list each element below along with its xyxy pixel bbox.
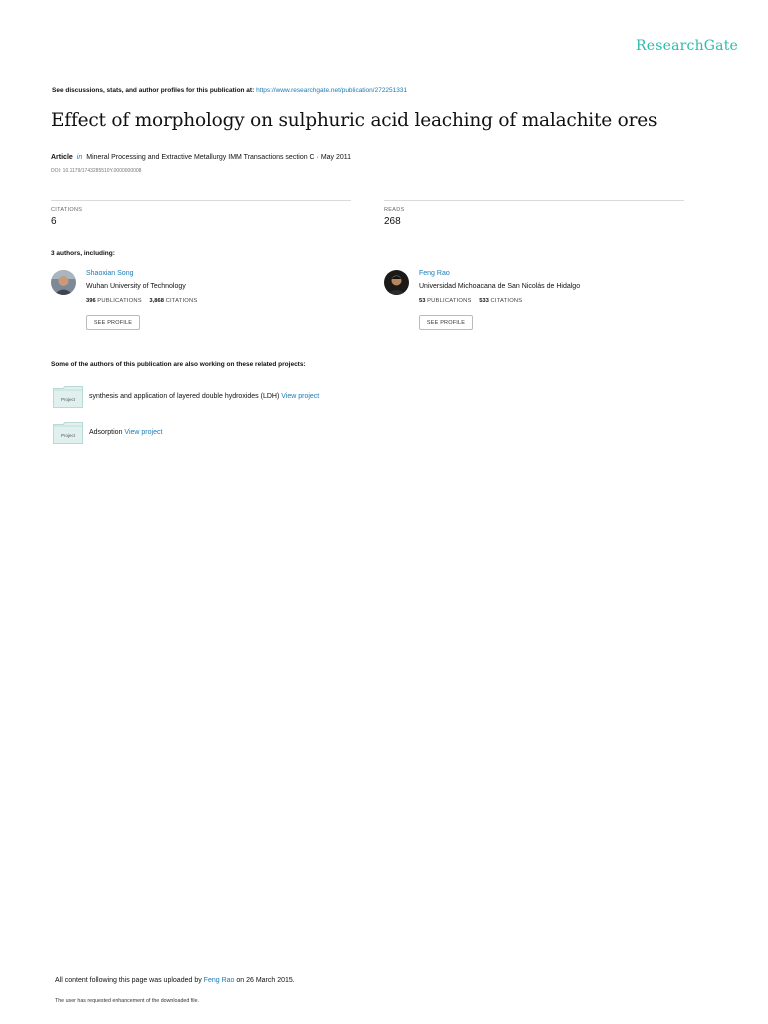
related-projects-heading: Some of the authors of this publication are also working on these related projects: xyxy=(51,361,306,368)
authors-heading: 3 authors, including: xyxy=(51,250,115,257)
author-institution: Universidad Michoacana de San Nicolás de Hidalgo xyxy=(419,283,581,290)
citations-label: CITATIONS xyxy=(165,298,198,304)
enhancement-note: The user has requested enhancement of the downloaded file. xyxy=(55,998,199,1004)
uploader-link[interactable]: Feng Rao xyxy=(203,977,235,984)
project-entry xyxy=(89,429,162,436)
view-project-link[interactable]: View project xyxy=(281,393,320,400)
researchgate-logo[interactable]: ResearchGate xyxy=(636,38,739,54)
divider xyxy=(384,200,684,201)
publications-label: PUBLICATIONS xyxy=(427,298,472,304)
author-publications-count: 53 xyxy=(419,298,426,304)
see-profile-button[interactable]: SEE PROFILE xyxy=(419,315,473,330)
discussion-line xyxy=(52,87,407,94)
publication-title: Effect of morphology on sulphuric acid leaching of malachite ores xyxy=(51,110,658,131)
view-project-link[interactable]: View project xyxy=(124,429,163,436)
project-title: synthesis and application of layered double hydroxides (LDH) xyxy=(89,393,280,400)
author-citations-count: 3,868 xyxy=(149,298,164,304)
project-title: Adsorption xyxy=(89,429,123,436)
upload-date: on 26 March 2015. xyxy=(236,977,295,984)
author-avatar-shaoxian-song[interactable] xyxy=(51,270,76,295)
citations-label: CITATIONS xyxy=(490,298,523,304)
project-folder-icon[interactable] xyxy=(53,386,83,408)
discussion-prefix: See discussions, stats, and author profiles for this publication at: xyxy=(52,87,255,94)
reads-label: READS xyxy=(384,207,405,213)
author-name-link[interactable]: Shaoxian Song xyxy=(86,270,134,277)
author-citations-count: 533 xyxy=(479,298,489,304)
author-avatar-feng-rao[interactable] xyxy=(384,270,409,295)
project-badge-label: Project xyxy=(60,397,76,402)
publication-venue[interactable]: Mineral Processing and Extractive Metallurgy IMM Transactions section C · May 2011 xyxy=(86,154,352,161)
project-entry xyxy=(89,393,319,400)
publication-type: Article xyxy=(51,154,73,161)
publications-label: PUBLICATIONS xyxy=(97,298,142,304)
divider xyxy=(51,200,351,201)
reads-count: 268 xyxy=(384,216,401,227)
author-stats xyxy=(419,298,528,304)
author-stats xyxy=(86,298,203,304)
citations-count: 6 xyxy=(51,216,57,227)
author-publications-count: 396 xyxy=(86,298,96,304)
citations-label: CITATIONS xyxy=(51,207,83,213)
upload-note xyxy=(55,977,295,984)
publication-doi[interactable]: DOI: 10.1179/1743285510Y.0000000008 xyxy=(51,168,142,174)
project-badge-label: Project xyxy=(60,433,76,438)
author-name-link[interactable]: Feng Rao xyxy=(419,270,450,277)
in-label: in xyxy=(76,154,83,161)
see-profile-button[interactable]: SEE PROFILE xyxy=(86,315,140,330)
project-folder-icon[interactable] xyxy=(53,422,83,444)
publication-meta xyxy=(51,154,351,161)
publication-url-link[interactable]: https://www.researchgate.net/publication/272251331 xyxy=(256,87,408,94)
author-institution: Wuhan University of Technology xyxy=(86,283,186,290)
upload-prefix: All content following this page was uploaded by xyxy=(55,977,202,984)
